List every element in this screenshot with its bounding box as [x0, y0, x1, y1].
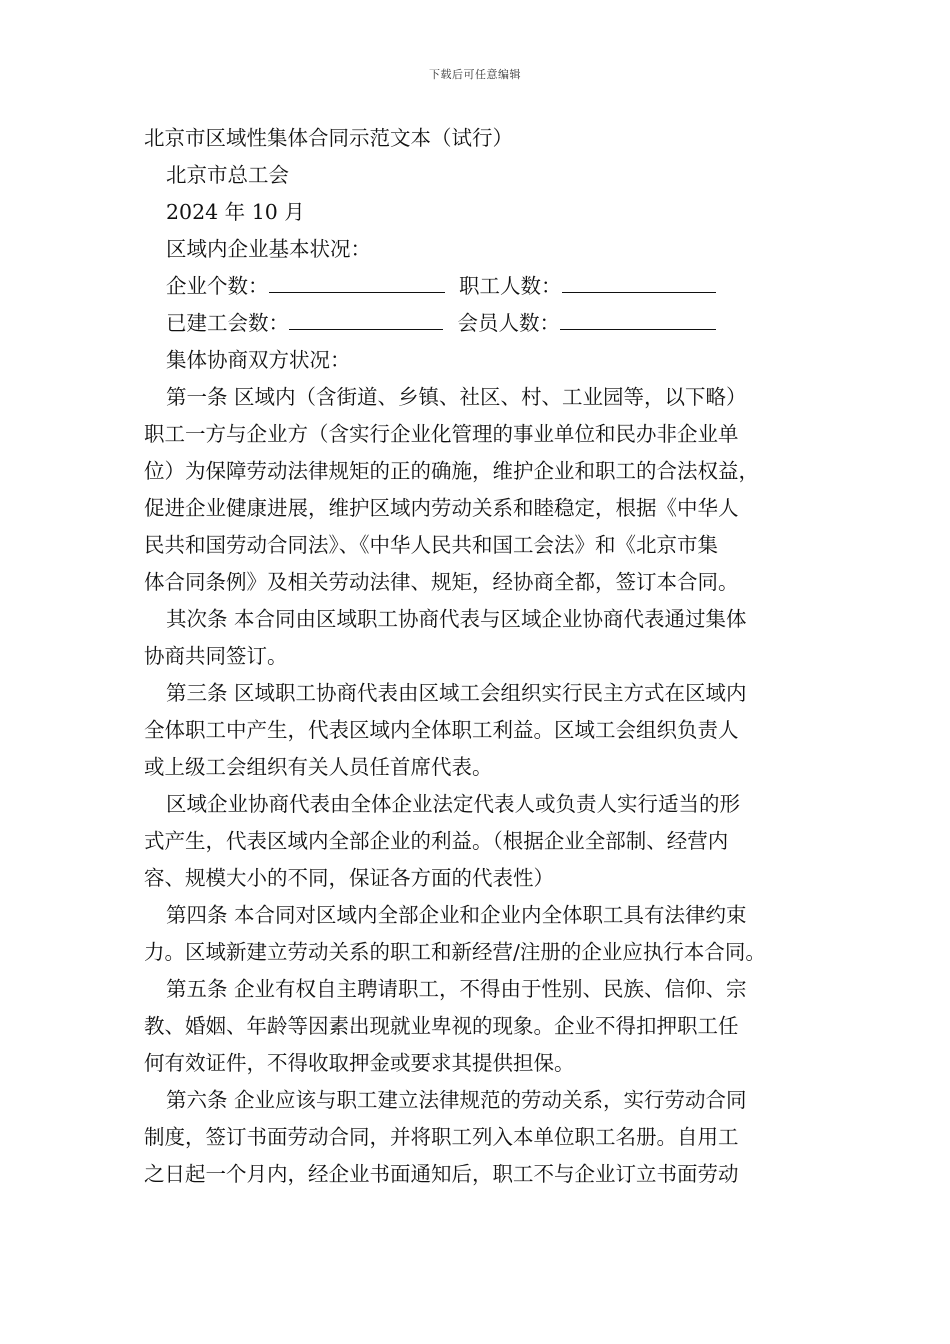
union-count-blank	[289, 311, 443, 330]
paragraph-line: 区域企业协商代表由全体企业法定代表人或负责人实行适当的形	[166, 792, 740, 816]
paragraph-line: 第四条 本合同对区域内全部企业和企业内全体职工具有法律约束	[166, 903, 747, 927]
paragraph-line: 职工一方与企业方（含实行企业化管理的事业单位和民办非企业单	[144, 422, 739, 446]
member-count-blank	[560, 311, 716, 330]
paragraph-line: 协商共同签订。	[144, 644, 288, 668]
member-count-label: 会员人数：	[457, 311, 561, 335]
paragraph-line: 第三条 区域职工协商代表由区域工会组织实行民主方式在区域内	[166, 681, 747, 705]
paragraph-line: 促进企业健康进展，维护区域内劳动关系和睦稳定，根据《中华人	[144, 496, 739, 520]
paragraph	[144, 1082, 810, 1193]
enterprise-count-blank	[269, 274, 445, 293]
paragraph-line: 第五条 企业有权自主聘请职工，不得由于性别、民族、信仰、宗	[166, 977, 747, 1001]
paragraph	[144, 971, 810, 1082]
paragraph-line: 民共和国劳动合同法》、《中华人民共和国工会法》和《北京市集	[144, 533, 718, 557]
paragraph-line: 第一条 区域内（含街道、乡镇、社区、村、工业园等，以下略）	[166, 385, 747, 409]
paragraph-line: 式产生，代表区域内全部企业的利益。（根据企业全部制、经营内	[144, 829, 729, 853]
document-date: 2024 年 10 月	[166, 200, 305, 224]
document-body	[144, 120, 810, 1193]
basic-status-heading: 区域内企业基本状况：	[166, 237, 371, 261]
paragraph-line: 之日起一个月内，经企业书面通知后，职工不与企业订立书面劳动	[144, 1162, 739, 1186]
field-row-2	[144, 305, 810, 342]
paragraph	[144, 379, 810, 601]
paragraph-line: 力。区域新建立劳动关系的职工和新经营/注册的企业应执行本合同。	[144, 940, 766, 964]
paragraph-line: 全体职工中产生，代表区域内全体职工利益。区域工会组织负责人	[144, 718, 739, 742]
union-count-label: 已建工会数：	[166, 311, 289, 335]
paragraph	[144, 786, 810, 897]
paragraph-line: 何有效证件，不得收取押金或要求其提供担保。	[144, 1051, 575, 1075]
paragraph	[144, 897, 810, 971]
paragraph	[144, 601, 810, 675]
paragraph-line: 教、婚姻、年龄等因素出现就业卑视的现象。企业不得扣押职工任	[144, 1014, 739, 1038]
paragraph-line: 制度，签订书面劳动合同，并将职工列入本单位职工名册。自用工	[144, 1125, 739, 1149]
field-row-1	[144, 268, 810, 305]
employee-count-blank	[562, 274, 716, 293]
paragraph-line: 其次条 本合同由区域职工协商代表与区域企业协商代表通过集体	[166, 607, 747, 631]
paragraph	[144, 675, 810, 786]
issuer: 北京市总工会	[166, 163, 289, 187]
paragraph-line: 位）为保障劳动法律规矩的正的确施，维护企业和职工的合法权益，	[144, 459, 759, 483]
paragraphs	[144, 379, 810, 1193]
document-title: 北京市区域性集体合同示范文本（试行）	[144, 126, 513, 150]
enterprise-count-label: 企业个数：	[166, 274, 269, 298]
employee-count-label: 职工人数：	[459, 274, 562, 298]
parties-heading: 集体协商双方状况：	[166, 348, 351, 372]
paragraph-line: 或上级工会组织有关人员任首席代表。	[144, 755, 493, 779]
download-note: 下载后可任意编辑	[429, 68, 521, 81]
paragraph-line: 第六条 企业应该与职工建立法律规范的劳动关系，实行劳动合同	[166, 1088, 747, 1112]
paragraph-line: 容、规模大小的不同，保证各方面的代表性）	[144, 866, 554, 890]
paragraph-line: 体合同条例》及相关劳动法律、规矩，经协商全都，签订本合同。	[144, 570, 739, 594]
